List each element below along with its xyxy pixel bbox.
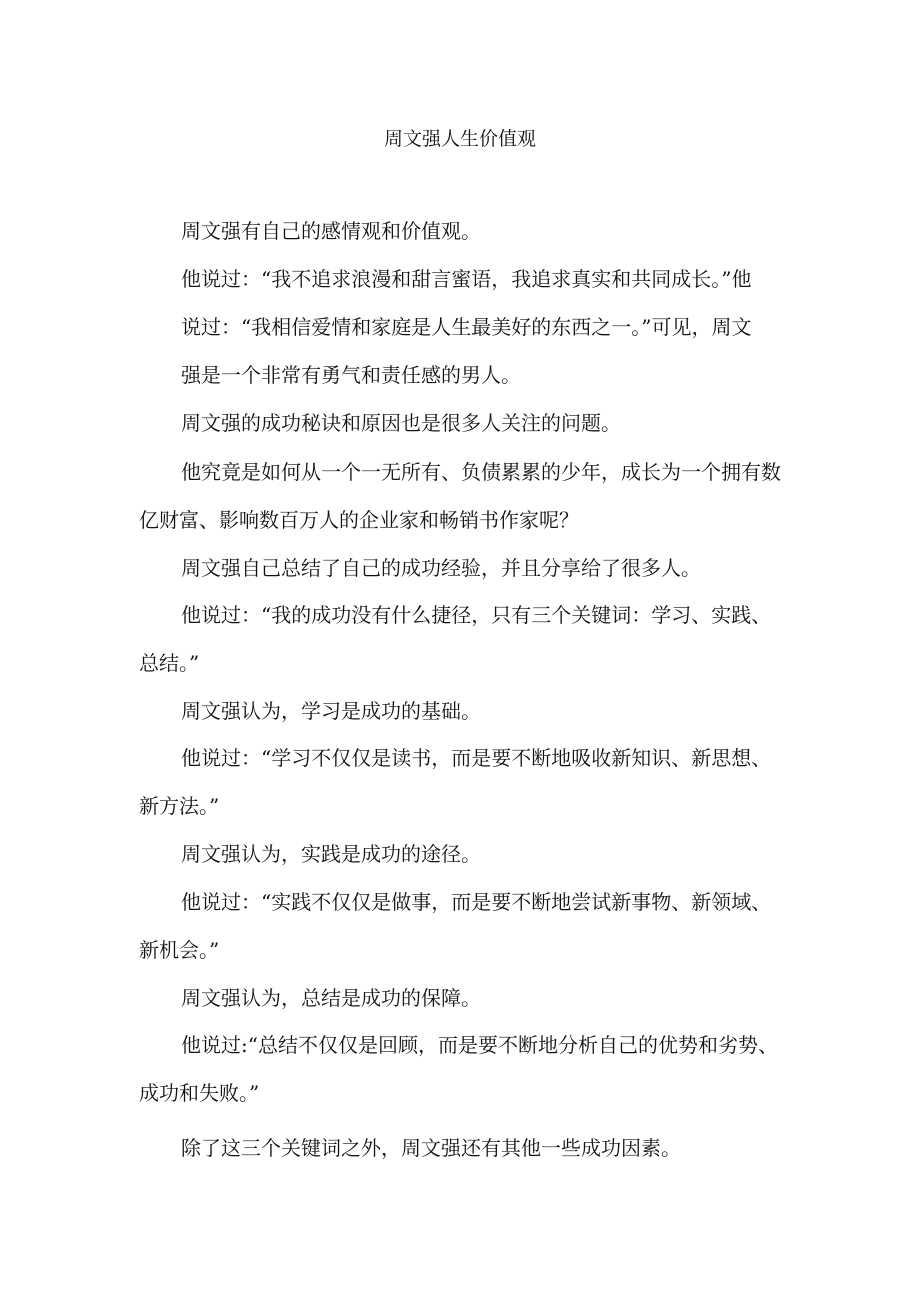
paragraph-line: 周文强有自己的感情观和价值观。	[181, 219, 481, 243]
paragraph-line: 除了这三个关键词之外，周文强还有其他一些成功因素。	[181, 1136, 681, 1160]
paragraph-line: 他说过:“总结不仅仅是回顾，而是要不断地分析自己的优势和劣势、	[181, 1033, 778, 1057]
paragraph-line: 说过：“我相信爱情和家庭是人生最美好的东西之一。”可见，周文	[181, 315, 752, 339]
paragraph-line: 成功和失败。”	[139, 1081, 260, 1105]
paragraph-line: 他说过：“学习不仅仅是读书，而是要不断地吸收新知识、新思想、	[181, 746, 772, 770]
paragraph-line: 总结。”	[139, 651, 200, 675]
paragraph-line: 周文强认为，实践是成功的途径。	[181, 842, 481, 866]
paragraph-line: 周文强认为，总结是成功的保障。	[181, 986, 481, 1010]
paragraph-line: 周文强认为，学习是成功的基础。	[181, 699, 481, 723]
paragraph-line: 强是一个非常有勇气和责任感的男人。	[181, 363, 521, 387]
paragraph-line: 周文强自己总结了自己的成功经验，并且分享给了很多人。	[181, 556, 701, 580]
paragraph-line: 他说过：“实践不仅仅是做事，而是要不断地尝试新事物、新领域、	[181, 890, 772, 914]
paragraph-line: 他说过：“我的成功没有什么捷径，只有三个关键词：学习、实践、	[181, 603, 772, 627]
paragraph-line: 亿财富、影响数百万人的企业家和畅销书作家呢？	[139, 508, 579, 532]
paragraph-line: 周文强的成功秘诀和原因也是很多人关注的问题。	[181, 411, 621, 435]
paragraph-line: 新机会。”	[139, 938, 220, 962]
paragraph-line: 他究竟是如何从一个一无所有、负债累累的少年，成长为一个拥有数	[181, 460, 781, 484]
paragraph-line: 新方法。”	[139, 794, 220, 818]
paragraph-line: 他说过：“我不追求浪漫和甜言蜜语，我追求真实和共同成长。”他	[181, 267, 752, 291]
document-title: 周文强人生价值观	[383, 128, 536, 150]
